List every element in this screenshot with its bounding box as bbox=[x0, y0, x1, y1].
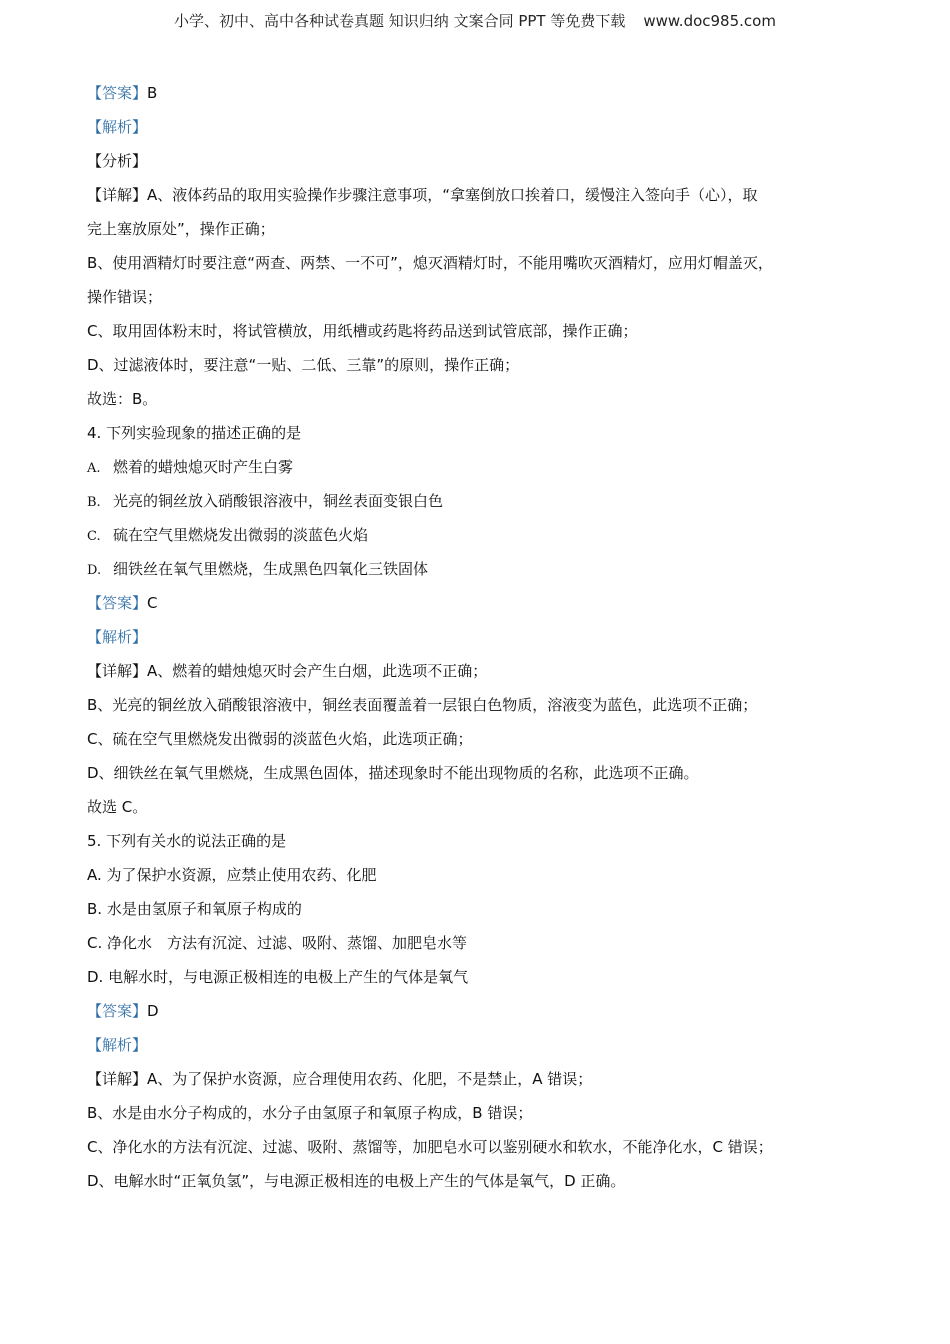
q5-detail-c: C、净化水的方法有沉淀、过滤、吸附、蒸馏等，加肥皂水可以鉴别硬水和软水，不能净化水，C 错误； bbox=[87, 1138, 773, 1156]
q4-option-c-text: 硫在空气里燃烧发出微弱的淡蓝色火焰 bbox=[113, 526, 369, 544]
q3-detail-c: C、取用固体粉末时，将试管横放，用纸槽或药匙将药品送到试管底部，操作正确； bbox=[87, 322, 638, 340]
answer-tag: 【答案】 bbox=[87, 84, 148, 102]
analysis-tag: 【解析】 bbox=[87, 628, 148, 646]
q4-answer: C bbox=[147, 594, 158, 612]
q3-conclusion: 故选：B。 bbox=[87, 390, 158, 408]
q3-detail-b-line1: B、使用酒精灯时要注意“两查、两禁、一不可”，熄灭酒精灯时，不能用嘴吹灭酒精灯，应用灯帽盖灭， bbox=[87, 254, 773, 272]
q3-detail-d: D、过滤液体时，要注意“一贴、二低、三靠”的原则，操作正确； bbox=[87, 356, 520, 374]
q3-answer: B bbox=[147, 84, 158, 102]
q5-option-b: B. 水是由氢原子和氧原子构成的 bbox=[87, 900, 302, 918]
q5-option-a: A. 为了保护水资源，应禁止使用农药、化肥 bbox=[87, 866, 377, 884]
q4-detail-d: D、细铁丝在氧气里燃烧，生成黑色固体，描述现象时不能出现物质的名称，此选项不正确。 bbox=[87, 764, 699, 782]
detail-tag: 【详解】 bbox=[87, 186, 148, 204]
q4-option-c bbox=[87, 518, 877, 552]
q3-detail-b-line2: 操作错误； bbox=[87, 288, 163, 306]
q5-answer: D bbox=[147, 1002, 159, 1020]
q5-answer-line bbox=[87, 994, 877, 1028]
answer-tag: 【答案】 bbox=[87, 1002, 148, 1020]
q3-fenxi-line bbox=[87, 144, 877, 178]
q5-analysis-line bbox=[87, 1028, 877, 1062]
analysis-tag: 【解析】 bbox=[87, 118, 148, 136]
q4-analysis-line bbox=[87, 620, 877, 654]
answer-tag: 【答案】 bbox=[87, 594, 148, 612]
q5-detail-b: B、水是由水分子构成的，水分子由氢原子和氧原子构成，B 错误； bbox=[87, 1104, 533, 1122]
q4-answer-line bbox=[87, 586, 877, 620]
header-site[interactable]: www.doc985.com bbox=[643, 12, 776, 30]
q5-detail-a-line bbox=[87, 1062, 877, 1096]
q5-option-d: D. 电解水时，与电源正极相连的电极上产生的气体是氧气 bbox=[87, 968, 469, 986]
q4-detail-a-line bbox=[87, 654, 877, 688]
q4-option-d-letter: D. bbox=[87, 563, 102, 578]
q3-detail-a-line2: 完上塞放原处”，操作正确； bbox=[87, 220, 275, 238]
q4-option-b bbox=[87, 484, 877, 518]
detail-tag: 【详解】 bbox=[87, 662, 148, 680]
q4-option-c-letter: C. bbox=[87, 529, 101, 544]
q4-option-d-text: 细铁丝在氧气里燃烧，生成黑色四氧化三铁固体 bbox=[113, 560, 429, 578]
q3-detail-a-line1 bbox=[87, 178, 877, 212]
q4-detail-c: C、硫在空气里燃烧发出微弱的淡蓝色火焰，此选项正确； bbox=[87, 730, 473, 748]
q5-detail-a: A、为了保护水资源，应合理使用农药、化肥，不是禁止，A 错误； bbox=[147, 1070, 593, 1088]
q4-option-b-text: 光亮的铜丝放入硝酸银溶液中，铜丝表面变银白色 bbox=[113, 492, 444, 510]
q4-option-a-letter: A. bbox=[87, 461, 101, 476]
q4-option-b-letter: B. bbox=[87, 495, 101, 510]
header-text: 小学、初中、高中各种试卷真题 知识归纳 文案合同 PPT 等免费下载 bbox=[174, 12, 626, 30]
q5-detail-d: D、电解水时“正氧负氢”，与电源正极相连的电极上产生的气体是氧气，D 正确。 bbox=[87, 1172, 626, 1190]
q4-conclusion: 故选 C。 bbox=[87, 798, 148, 816]
q4-detail-a: A、燃着的蜡烛熄灭时会产生白烟，此选项不正确； bbox=[147, 662, 488, 680]
analysis-tag: 【解析】 bbox=[87, 1036, 148, 1054]
document-body bbox=[87, 76, 877, 1198]
q4-detail-b: B、光亮的铜丝放入硝酸银溶液中，铜丝表面覆盖着一层银白色物质，溶液变为蓝色，此选项不正确； bbox=[87, 696, 758, 714]
q4-option-a bbox=[87, 450, 877, 484]
q5-option-c: C. 净化水 方法有沉淀、过滤、吸附、蒸馏、加肥皂水等 bbox=[87, 934, 468, 952]
q3-analysis-line bbox=[87, 110, 877, 144]
q3-answer-line bbox=[87, 76, 877, 110]
q3-detail-a-1: A、液体药品的取用实验操作步骤注意事项，“拿塞倒放口挨着口，缓慢注入签向手（心），取 bbox=[147, 186, 758, 204]
page-header bbox=[0, 10, 950, 31]
detail-tag: 【详解】 bbox=[87, 1070, 148, 1088]
fenxi-tag: 【分析】 bbox=[87, 152, 148, 170]
q4-option-d bbox=[87, 552, 877, 586]
q4-stem: 4. 下列实验现象的描述正确的是 bbox=[87, 424, 302, 442]
q5-stem: 5. 下列有关水的说法正确的是 bbox=[87, 832, 287, 850]
q4-option-a-text: 燃着的蜡烛熄灭时产生白雾 bbox=[113, 458, 294, 476]
